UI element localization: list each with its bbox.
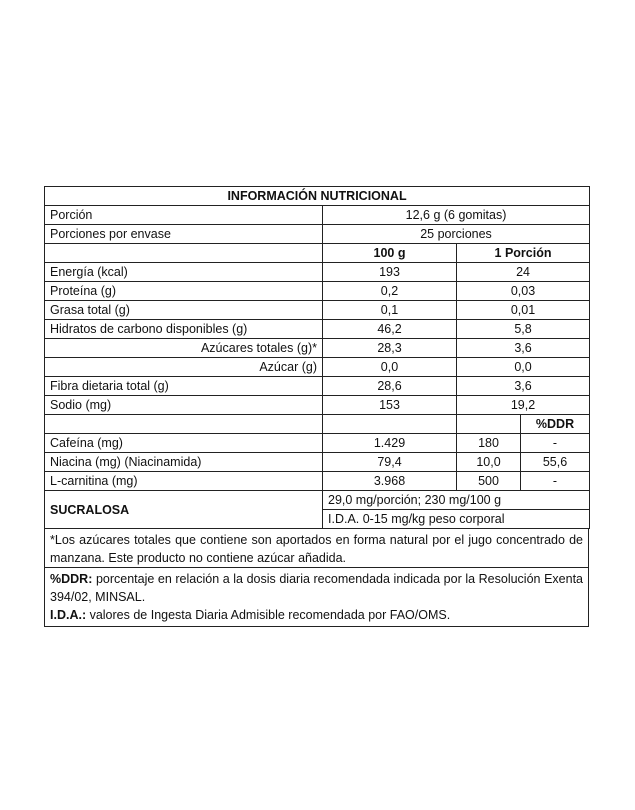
servings-row — [45, 225, 590, 244]
portion-label: Porción — [45, 206, 323, 225]
nutrition-table — [44, 186, 590, 529]
row-label: Niacina (mg) (Niacinamida) — [45, 453, 323, 472]
row-value-portion: 180 — [457, 434, 521, 453]
ida-text: valores de Ingesta Diaria Admisible recomendada por FAO/OMS. — [86, 608, 451, 622]
table-row — [45, 472, 590, 491]
nutrition-facts-panel — [44, 186, 589, 627]
row-label: Azúcares totales (g)* — [45, 339, 323, 358]
row-value-portion: 0,0 — [457, 358, 590, 377]
ddr-header-row — [45, 415, 590, 434]
row-value-ddr: - — [521, 472, 590, 491]
header-blank — [45, 244, 323, 263]
row-value-100g: 153 — [323, 396, 457, 415]
row-value-portion: 24 — [457, 263, 590, 282]
table-row — [45, 263, 590, 282]
row-value-portion: 0,01 — [457, 301, 590, 320]
definitions — [45, 567, 588, 624]
ddr-header-blank — [45, 415, 323, 434]
row-value-100g: 1.429 — [323, 434, 457, 453]
ddr-text: porcentaje en relación a la dosis diaria recomendada indicada por la Resolución Exenta 394/02, MINSAL. — [50, 572, 583, 604]
row-value-portion: 10,0 — [457, 453, 521, 472]
header-100g: 100 g — [323, 244, 457, 263]
row-value-100g: 0,0 — [323, 358, 457, 377]
row-value-100g: 28,3 — [323, 339, 457, 358]
table-row — [45, 377, 590, 396]
ddr-term: %DDR: — [50, 572, 93, 586]
header-portion: 1 Porción — [457, 244, 590, 263]
row-label: Energía (kcal) — [45, 263, 323, 282]
table-row — [45, 453, 590, 472]
ddr-header-blank — [323, 415, 457, 434]
row-label: Proteína (g) — [45, 282, 323, 301]
column-header-row — [45, 244, 590, 263]
table-row — [45, 320, 590, 339]
row-value-portion: 5,8 — [457, 320, 590, 339]
row-value-portion: 3,6 — [457, 339, 590, 358]
row-value-100g: 3.968 — [323, 472, 457, 491]
servings-value: 25 porciones — [323, 225, 590, 244]
row-value-100g: 0,1 — [323, 301, 457, 320]
sucralosa-row-1 — [45, 491, 590, 510]
row-value-portion: 3,6 — [457, 377, 590, 396]
row-label: Azúcar (g) — [45, 358, 323, 377]
servings-label: Porciones por envase — [45, 225, 323, 244]
sucralosa-label: SUCRALOSA — [45, 491, 323, 529]
row-value-portion: 19,2 — [457, 396, 590, 415]
row-value-ddr: 55,6 — [521, 453, 590, 472]
row-value-100g: 193 — [323, 263, 457, 282]
row-value-100g: 79,4 — [323, 453, 457, 472]
footnotes — [44, 529, 589, 627]
sugar-footnote: *Los azúcares totales que contiene son aportados en forma natural por el jugo concentrado de manzana. Este producto no contiene azúcar añadida. — [50, 533, 583, 565]
ida-definition — [50, 606, 583, 624]
sucralosa-ida: I.D.A. 0-15 mg/kg peso corporal — [323, 510, 590, 529]
row-value-100g: 0,2 — [323, 282, 457, 301]
table-row — [45, 282, 590, 301]
ida-term: I.D.A.: — [50, 608, 87, 622]
ddr-header-blank — [457, 415, 521, 434]
table-title: INFORMACIÓN NUTRICIONAL — [45, 187, 590, 206]
row-label: Grasa total (g) — [45, 301, 323, 320]
sucralosa-amount: 29,0 mg/porción; 230 mg/100 g — [323, 491, 590, 510]
row-value-100g: 46,2 — [323, 320, 457, 339]
portion-value: 12,6 g (6 gomitas) — [323, 206, 590, 225]
row-value-portion: 0,03 — [457, 282, 590, 301]
table-row — [45, 396, 590, 415]
header-ddr: %DDR — [521, 415, 590, 434]
table-row — [45, 301, 590, 320]
title-row — [45, 187, 590, 206]
portion-row — [45, 206, 590, 225]
row-label: Sodio (mg) — [45, 396, 323, 415]
table-row — [45, 339, 590, 358]
row-value-portion: 500 — [457, 472, 521, 491]
table-row — [45, 358, 590, 377]
ddr-definition — [50, 570, 583, 606]
row-label: Hidratos de carbono disponibles (g) — [45, 320, 323, 339]
row-label: Cafeína (mg) — [45, 434, 323, 453]
row-value-ddr: - — [521, 434, 590, 453]
table-row — [45, 434, 590, 453]
row-value-100g: 28,6 — [323, 377, 457, 396]
row-label: Fibra dietaria total (g) — [45, 377, 323, 396]
row-label: L-carnitina (mg) — [45, 472, 323, 491]
